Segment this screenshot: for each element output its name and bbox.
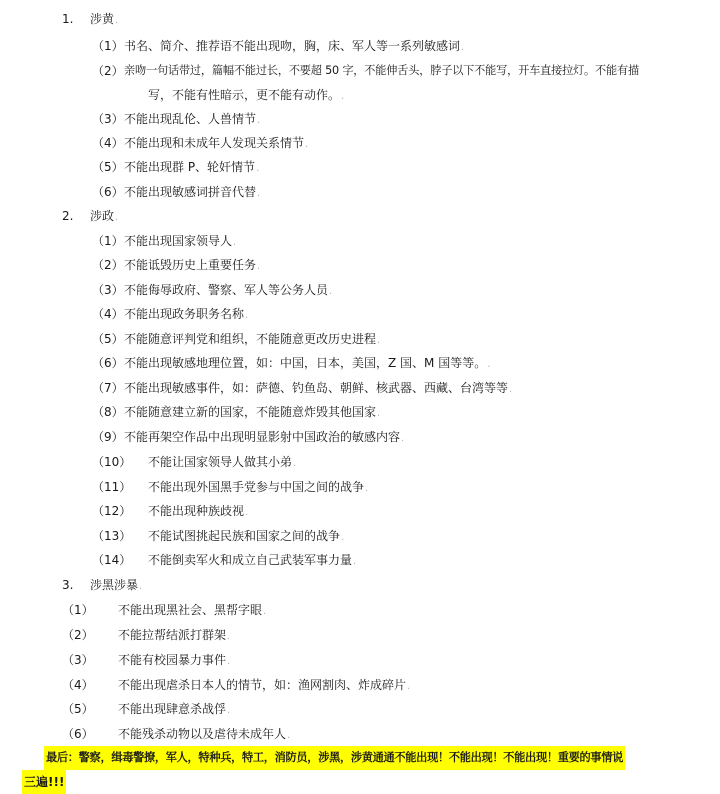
- item-text: 不能出现外国黑手党参与中国之间的战争.: [148, 480, 369, 494]
- item-text-continuation: 写，不能有性暗示，更不能有动作。.: [148, 88, 345, 102]
- section-title: 涉黄.: [90, 12, 119, 26]
- item-text: 不能出现国家领导人.: [124, 234, 237, 248]
- item-number: （3）: [92, 283, 124, 297]
- item-text: 不能出现肆意杀战俘.: [118, 702, 231, 716]
- item-text: 不能随意评判党和组织，不能随意更改历史进程.: [124, 332, 381, 346]
- item-text: 不能倒卖军火和成立自己武装军事力量.: [148, 553, 357, 567]
- item-number: （7）: [92, 381, 124, 395]
- item-number: （5）: [92, 160, 124, 174]
- item-number: （1）: [62, 603, 94, 617]
- item-text: 不能让国家领导人做其小弟.: [148, 455, 297, 469]
- item-number: （1）: [92, 234, 124, 248]
- section-number: 1.: [62, 12, 74, 26]
- item-number: （3）: [62, 653, 94, 667]
- item-number: （4）: [62, 678, 94, 692]
- item-text: 不能出现敏感事件，如：萨德、钓鱼岛、朝鲜、核武器、西藏、台湾等等.: [124, 381, 513, 395]
- section-number: 3.: [62, 578, 74, 592]
- item-text: 不能诋毁历史上重要任务.: [124, 258, 261, 272]
- item-number: （5）: [92, 332, 124, 346]
- item-number: （4）: [92, 307, 124, 321]
- item-number: （2）: [92, 64, 124, 78]
- item-number: （6）: [62, 727, 94, 741]
- item-text: 不能出现和未成年人发现关系情节.: [124, 136, 309, 150]
- item-number: （9）: [92, 430, 124, 444]
- item-number: （10）: [92, 455, 132, 469]
- section-title: 涉黑涉暴.: [90, 578, 143, 592]
- item-number: （8）: [92, 405, 124, 419]
- item-text: 书名、简介、推荐语不能出现吻，胸，床、军人等一系列敏感词.: [124, 39, 465, 53]
- item-number: （4）: [92, 136, 124, 150]
- item-number: （11）: [92, 480, 132, 494]
- item-text: 不能试图挑起民族和国家之间的战争.: [148, 529, 345, 543]
- item-text: 不能出现虐杀日本人的情节，如：渔网割肉、炸成碎片.: [118, 678, 411, 692]
- item-text: 不能侮辱政府、警察、军人等公务人员.: [124, 283, 333, 297]
- item-text: 不能出现敏感词拼音代替.: [124, 185, 261, 199]
- item-text: 不能出现政务职务名称.: [124, 307, 249, 321]
- item-text: 不能出现群 P、轮奸情节.: [124, 160, 260, 174]
- item-text: 不能有校园暴力事件.: [118, 653, 231, 667]
- section-title: 涉政.: [90, 209, 119, 223]
- item-text: 不能拉帮结派打群架.: [118, 628, 231, 642]
- item-number: （12）: [92, 504, 132, 518]
- item-number: （5）: [62, 702, 94, 716]
- item-text: 不能出现乱伦、人兽情节.: [124, 112, 261, 126]
- item-text: 不能再架空作品中出现明显影射中国政治的敏感内容.: [124, 430, 405, 444]
- item-number: （6）: [92, 185, 124, 199]
- item-text: 不能出现黑社会、黑帮字眼.: [118, 603, 267, 617]
- item-number: （2）: [92, 258, 124, 272]
- item-number: （6）: [92, 356, 124, 370]
- footer-highlight-line-1: 最后：警察，缉毒警撩，军人，特种兵，特工，消防员，涉黑，涉黄通通不能出现！不能出现！不能出现！重要的事情说: [44, 746, 625, 770]
- item-text: 不能残杀动物以及虐待未成年人.: [118, 727, 291, 741]
- item-number: （13）: [92, 529, 132, 543]
- item-number: （3）: [92, 112, 124, 126]
- footer-highlight-line-2: 三遍!!!: [22, 770, 66, 794]
- item-text: 不能出现种族歧视.: [148, 504, 249, 518]
- section-number: 2.: [62, 209, 74, 223]
- item-text: 不能出现敏感地理位置，如：中国，日本，美国，Z 国、M 国等等。.: [124, 356, 491, 370]
- item-number: （14）: [92, 553, 132, 567]
- item-text: 亲吻一句话带过，篇幅不能过长，不要超 50 字，不能伸舌头，脖子以下不能写，开车直接拉灯。不能有描: [124, 64, 639, 77]
- item-text: 不能随意建立新的国家，不能随意炸毁其他国家.: [124, 405, 381, 419]
- item-number: （1）: [92, 39, 124, 53]
- item-number: （2）: [62, 628, 94, 642]
